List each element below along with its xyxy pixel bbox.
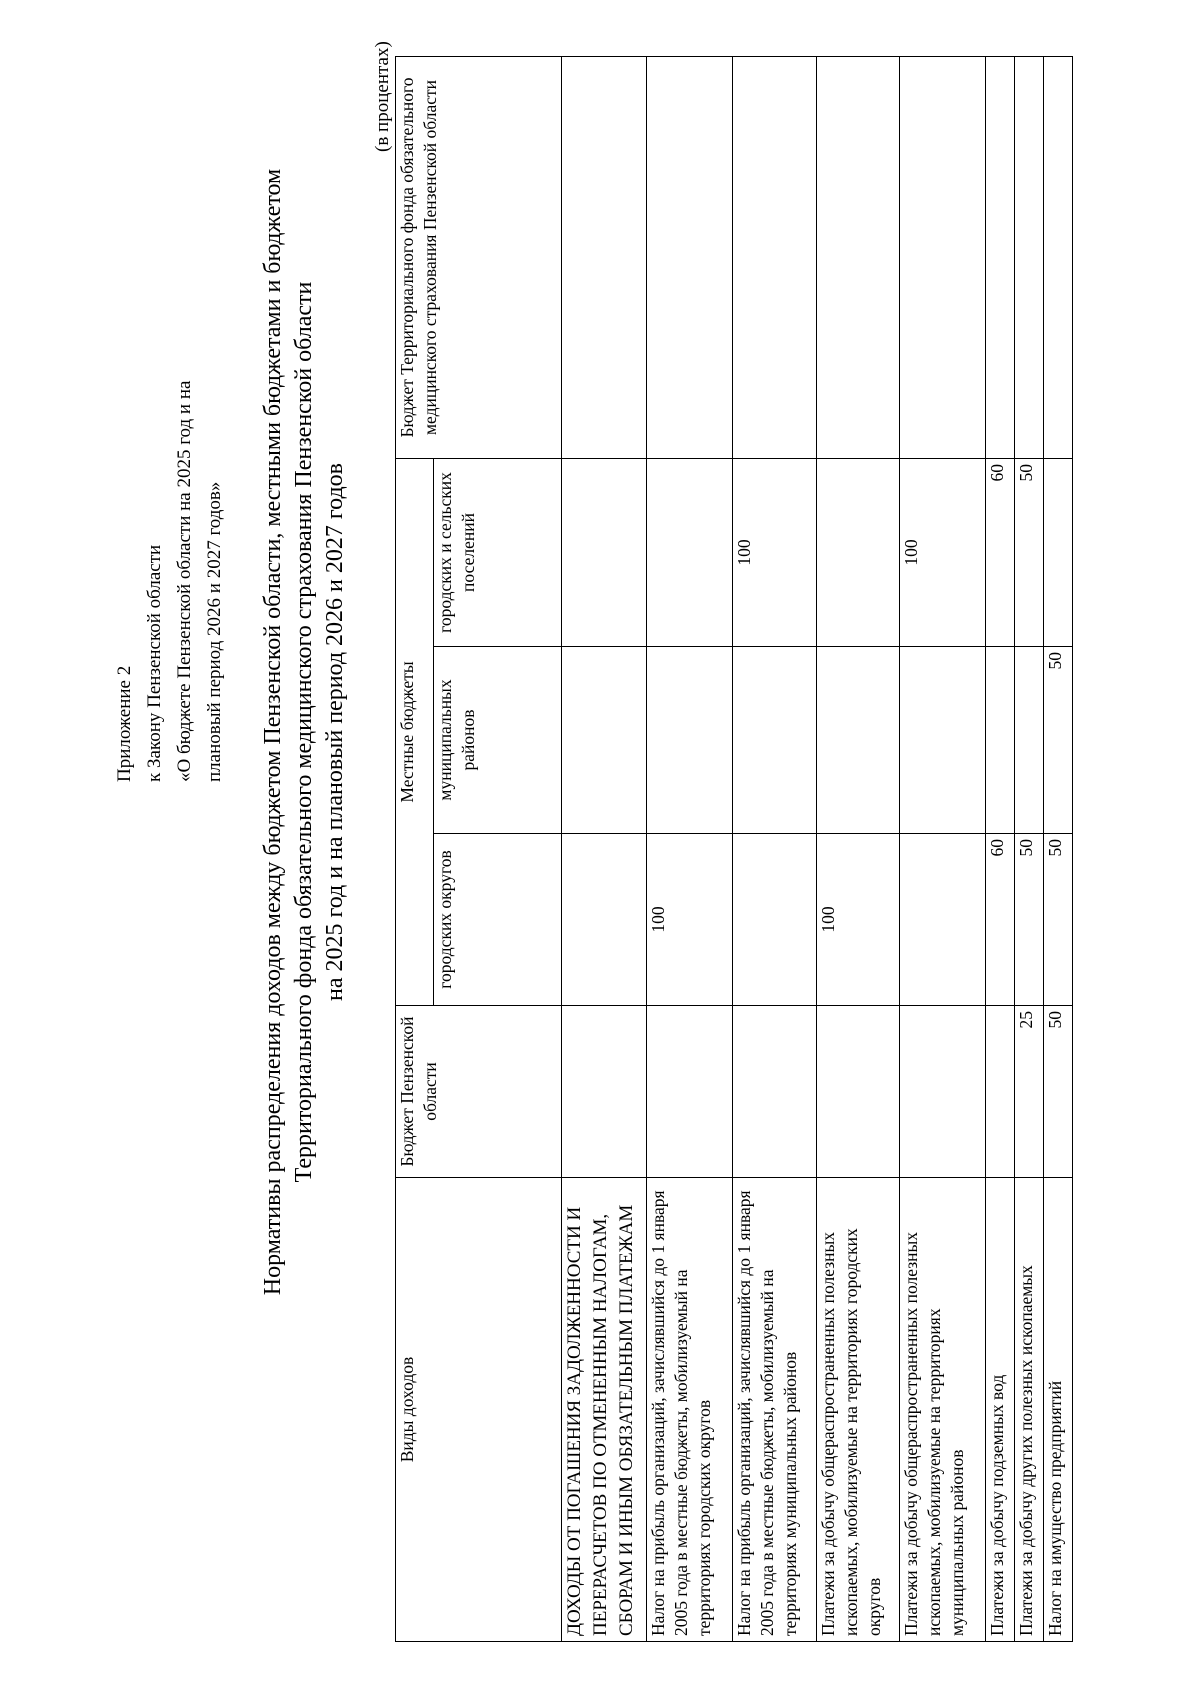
cell-regional	[986, 1006, 1015, 1178]
appendix-number: Приложение 2	[114, 665, 135, 782]
cell-city	[732, 834, 816, 1006]
row-name: Налог на прибыль организаций, зачислявшийся до 1 января 2005 года в местные бюджеты, мобилизуемый на территориях городских округов	[647, 1178, 733, 1642]
table-row	[900, 57, 986, 1642]
header-settlements: городских и сельских поселений	[433, 459, 562, 647]
cell-tfoms	[732, 57, 816, 459]
table-row	[816, 57, 900, 1642]
cell-municipal	[1014, 647, 1043, 834]
header-income-types: Виды доходов	[396, 1178, 562, 1642]
cell-settlements	[816, 459, 900, 647]
cell-tfoms	[900, 57, 986, 459]
cell-city: 60	[986, 834, 1015, 1006]
appendix-law-title-line2: плановый период 2026 и 2027 годов»	[204, 481, 225, 782]
norms-table	[395, 56, 1073, 1642]
cell-settlements	[1043, 459, 1072, 647]
row-name: Платежи за добычу подземных вод	[986, 1178, 1015, 1642]
table-row	[732, 57, 816, 1642]
row-name: Налог на имущество предприятий	[1043, 1178, 1072, 1642]
cell-settlements	[647, 459, 733, 647]
cell-municipal	[816, 647, 900, 834]
appendix-law-title-line1: «О бюджете Пензенской области на 2025 год и на	[174, 380, 195, 782]
table-row	[562, 57, 647, 1642]
row-name: Платежи за добычу общераспространенных полезных ископаемых, мобилизуемые на территориях городских округов	[816, 1178, 900, 1642]
unit-note: (в процентах)	[372, 41, 393, 152]
cell-tfoms	[647, 57, 733, 459]
table-row	[647, 57, 733, 1642]
cell-city	[562, 834, 647, 1006]
cell-tfoms	[816, 57, 900, 459]
table-row	[1043, 57, 1072, 1642]
cell-regional	[732, 1006, 816, 1178]
header-local-budgets: Местные бюджеты	[396, 459, 434, 1006]
cell-regional	[900, 1006, 986, 1178]
table-row	[1014, 57, 1043, 1642]
cell-tfoms	[1043, 57, 1072, 459]
cell-regional	[647, 1006, 733, 1178]
cell-municipal	[986, 647, 1015, 834]
row-name: Платежи за добычу общераспространенных полезных ископаемых, мобилизуемые на территориях муниципальных районов	[900, 1178, 986, 1642]
cell-city: 50	[1014, 834, 1043, 1006]
cell-municipal	[900, 647, 986, 834]
cell-regional	[816, 1006, 900, 1178]
cell-municipal	[732, 647, 816, 834]
document-title-line2: Территориального фонда обязательного медицинского страхования Пензенской области	[291, 281, 317, 1183]
cell-regional: 25	[1014, 1006, 1043, 1178]
cell-tfoms	[1014, 57, 1043, 459]
document-title	[258, 122, 351, 1342]
appendix-header	[110, 262, 230, 782]
cell-settlements: 60	[986, 459, 1015, 647]
header-tfoms-budget: Бюджет Территориального фонда обязательного медицинского страхования Пензенской области	[396, 57, 562, 459]
cell-settlements: 100	[900, 459, 986, 647]
row-name: Налог на прибыль организаций, зачислявшийся до 1 января 2005 года в местные бюджеты, мобилизуемый на территориях муниципальных районов	[732, 1178, 816, 1642]
row-name: ДОХОДЫ ОТ ПОГАШЕНИЯ ЗАДОЛЖЕННОСТИ И ПЕРЕРАСЧЕТОВ ПО ОТМЕНЕННЫМ НАЛОГАМ, СБОРАМ И ИНЫМ ОБЯЗАТЕЛЬНЫМ ПЛАТЕЖАМ	[562, 1178, 647, 1642]
cell-tfoms	[986, 57, 1015, 459]
cell-municipal	[562, 647, 647, 834]
cell-city: 100	[816, 834, 900, 1006]
table-header-row	[396, 57, 434, 1642]
document-title-line1: Нормативы распределения доходов между бюджетом Пензенской области, местными бюджетами и бюджетом	[260, 168, 286, 1296]
document-title-line3: на 2025 год и на плановый период 2026 и 2027 годов	[322, 462, 348, 1002]
appendix-law-reference: к Закону Пензенской области	[144, 544, 165, 782]
table-row	[986, 57, 1015, 1642]
header-city-districts: городских округов	[433, 834, 562, 1006]
header-regional-budget: Бюджет Пензенской области	[396, 1006, 562, 1178]
cell-regional	[562, 1006, 647, 1178]
cell-city: 50	[1043, 834, 1072, 1006]
row-name: Платежи за добычу других полезных ископаемых	[1014, 1178, 1043, 1642]
cell-municipal	[647, 647, 733, 834]
cell-settlements: 100	[732, 459, 816, 647]
cell-settlements	[562, 459, 647, 647]
cell-city	[900, 834, 986, 1006]
cell-settlements: 50	[1014, 459, 1043, 647]
cell-municipal: 50	[1043, 647, 1072, 834]
cell-city: 100	[647, 834, 733, 1006]
cell-tfoms	[562, 57, 647, 459]
header-municipal-districts: муниципальных районов	[433, 647, 562, 834]
cell-regional: 50	[1043, 1006, 1072, 1178]
